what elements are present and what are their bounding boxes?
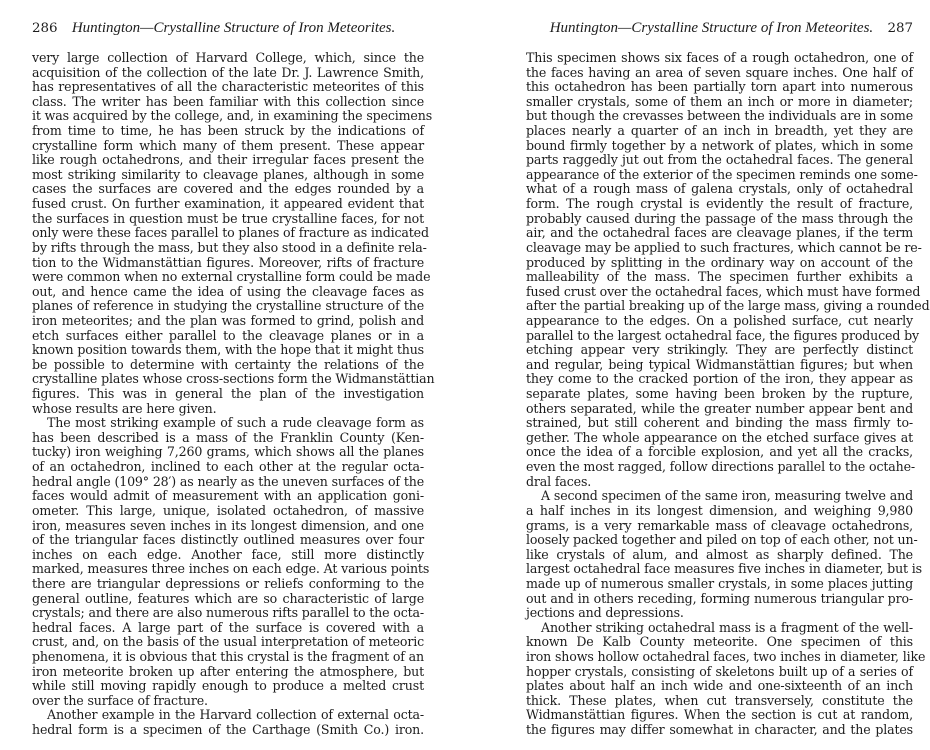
text-line: fused crust. On further examination, it appeared evident that [32, 196, 424, 212]
text-line: has representatives of all the characteristic meteorites of this [32, 79, 424, 95]
text-line: Another example in the Harvard collection of external octa- [47, 707, 424, 723]
text-line: The most striking example of such a rude cleavage form as [47, 415, 424, 431]
text-line: largest octahedral face measures five inches in diameter, but is [526, 561, 922, 577]
text-line: hedral faces. A large part of the surface is covered with a [32, 619, 424, 635]
text-line: bound firmly together by a network of plates, which in some [526, 137, 913, 153]
text-line: has been described is a mass of the Franklin County (Ken- [32, 429, 424, 445]
text-line: very large collection of Harvard College, which, since the [32, 50, 424, 65]
text-line: crystals; and there are also numerous rifts parallel to the octa- [32, 605, 424, 621]
text-line: but though the crevasses between the individuals are in some [526, 108, 914, 124]
text-line: once the idea of a forcible explosion, and yet all the cracks, [526, 444, 913, 460]
running-head: Huntington—Crystalline Structure of Iron Meteorites. [71, 20, 396, 36]
text-line: out and in others receding, forming numerous triangular pro- [526, 590, 913, 606]
running-head: Huntington—Crystalline Structure of Iron Meteorites. [549, 20, 874, 36]
text-line: tucky) iron weighing 7,260 grams, which shows all the planes [32, 444, 424, 460]
text-line: iron meteorites; and the plan was formed to grind, polish and [32, 312, 424, 328]
text-line: form. The rough crystal is evidently the result of fracture, [526, 196, 913, 212]
text-line: inches on each edge. Another face, still more distinctly [32, 546, 424, 562]
page-number: 286 [32, 21, 58, 36]
text-line: cases the surfaces are covered and the edges rounded by a [32, 181, 424, 197]
text-line: after the partial breaking up of the large mass, giving a rounded [526, 298, 930, 314]
text-line: while still moving rapidly enough to produce a melted crust [32, 678, 424, 694]
text-line: class. The writer has been familiar with this collection since [32, 93, 424, 109]
text-line: what of a rough mass of galena crystals, only of octahedral [526, 181, 913, 197]
text-line: others separated, while the greater number appear bent and [526, 400, 913, 416]
left-page-header [32, 20, 424, 38]
text-line: Widmanstättian figures. When the section is cut at random, [526, 707, 913, 723]
text-line: thick. These plates, when cut transversely, constitute the [526, 692, 913, 708]
text-line: figures. This was in general the plan of the investigation [32, 386, 424, 402]
left-page-body [32, 50, 435, 738]
text-line: produced by splitting in the ordinary way on account of the [526, 254, 913, 270]
text-line: etch surfaces either parallel to the cleavage planes or in a [32, 327, 424, 343]
text-line: Another striking octahedral mass is a fragment of the well- [541, 619, 913, 635]
text-line: it was acquired by the college, and, in examining the specimens [32, 108, 433, 124]
text-line: air, and the octahedral faces are cleavage planes, if the term [526, 225, 913, 241]
text-line: fused crust over the octahedral faces, which must have formed [526, 283, 921, 299]
text-line: the figures may differ somewhat in character, and the plates [526, 722, 913, 738]
text-line: only were these faces parallel to planes of fracture as indicated [32, 225, 429, 241]
text-line: A second specimen of the same iron, measuring twelve and [541, 488, 913, 504]
text-line: etching appear very strikingly. They are perfectly distinct [526, 342, 913, 358]
text-line: and regular, being typical Widmanstättian figures; but when [526, 356, 913, 372]
text-line: appearance to the edges. On a polished surface, cut nearly [526, 312, 913, 328]
text-line: they come to the cracked portion of the iron, they appear as [526, 371, 913, 387]
text-line: crystalline plates whose cross-sections form the Widmanstättian [32, 371, 435, 387]
text-line: like crystals of alum, and almost as sharply defined. The [526, 546, 913, 562]
page-number: 287 [887, 21, 913, 36]
text-line: grams, is a very remarkable mass of cleavage octahedrons, [526, 517, 913, 533]
text-line: places nearly a quarter of an inch in breadth, yet they are [526, 123, 913, 139]
text-line: appearance of the exterior of the specimen reminds one some- [526, 166, 918, 182]
text-line: planes of reference in studying the crystalline structure of the [32, 298, 424, 314]
text-line: gether. The whole appearance on the etched surface gives at [526, 429, 913, 445]
text-line: parallel to the largest octahedral face, the figures produced by [526, 327, 919, 343]
text-line: smaller crystals, some of them an inch or more in diameter; [526, 93, 913, 109]
text-line: jections and depressions. [526, 605, 684, 621]
text-line: iron, measures seven inches in its longest dimension, and one [32, 517, 424, 533]
right-page-header [526, 20, 913, 38]
text-line: plates about half an inch wide and one-sixteenth of an inch [526, 678, 913, 694]
text-line: the faces having an area of seven square inches. One half of [526, 64, 913, 80]
text-line: made up of numerous smaller crystals, in some places jutting [526, 575, 913, 591]
text-line: out, and hence came the idea of using the cleavage faces as [32, 283, 424, 299]
text-line: whose results are here given. [32, 400, 217, 416]
text-line: general outline, features which are so characteristic of large [32, 590, 424, 606]
text-line: acquisition of the collection of the late Dr. J. Lawrence Smith, [32, 64, 424, 80]
text-line: crystalline form which many of them present. These appear [32, 137, 424, 153]
text-line: ometer. This large, unique, isolated octahedron, of massive [32, 502, 424, 518]
right-page-body [526, 50, 930, 738]
text-line: loosely packed together and piled on top of each other, not un- [526, 532, 918, 548]
text-line: separate plates, some having been broken by the rupture, [526, 386, 913, 402]
text-line: even the most ragged, follow directions parallel to the octahe- [526, 459, 915, 475]
text-line: hedral form is a specimen of the Carthage (Smith Co.) iron. [32, 722, 424, 738]
text-line: like rough octahedrons, and their irregular faces present the [32, 152, 424, 168]
text-line: faces would admit of measurement with an application goni- [32, 488, 424, 504]
text-line: malleability of the mass. The specimen further exhibits a [526, 269, 913, 285]
text-line: dral faces. [526, 473, 592, 489]
text-line: tion to the Widmanstättian figures. Moreover, rifts of fracture [32, 254, 424, 270]
text-line: phenomena, it is obvious that this crystal is the fragment of an [32, 648, 424, 664]
text-line: marked, measures three inches on each edge. At various points [32, 561, 430, 577]
text-line: known De Kalb County meteorite. One specimen of this [526, 634, 913, 650]
text-line: strained, but still coherent and binding the mass firmly to- [526, 415, 913, 431]
text-line: from time to time, he has been struck by the indications of [32, 123, 424, 139]
text-line: there are triangular depressions or reliefs conforming to the [32, 575, 424, 591]
text-line: over the surface of fracture. [32, 692, 208, 708]
text-line: cleavage may be applied to such fractures, which cannot be re- [526, 239, 922, 255]
text-line: known position towards them, with the hope that it might thus [32, 342, 424, 358]
text-line: hedral angle (109° 28′) as nearly as the uneven surfaces of the [32, 473, 424, 489]
text-line: this octahedron has been partially torn apart into numerous [526, 79, 913, 95]
text-line: probably caused during the passage of the mass through the [526, 210, 913, 226]
text-line: were common when no external crystalline form could be made [32, 269, 431, 285]
text-line: of an octahedron, inclined to each other at the regular octa- [32, 459, 424, 475]
text-line: the surfaces in question must be true crystalline faces, for not [32, 210, 424, 226]
text-line: of the triangular faces distinctly outlined measures over four [32, 532, 424, 548]
text-line: a half inches in its longest dimension, and weighing 9,980 [526, 502, 913, 518]
text-line: iron meteorite broken up after entering the atmosphere, but [32, 663, 424, 679]
text-line: most striking similarity to cleavage planes, although in some [32, 166, 424, 182]
text-line: This specimen shows six faces of a rough octahedron, one of [526, 50, 913, 65]
left-page [32, 0, 435, 750]
text-line: iron shows hollow octahedral faces, two inches in diameter, like [526, 648, 926, 664]
text-line: by rifts through the mass, but they also stood in a definite rela- [32, 239, 427, 255]
text-line: crust, and, on the basis of the usual interpretation of meteoric [32, 634, 424, 650]
text-line: be possible to determine with certainty the relations of the [32, 356, 424, 372]
text-line: hopper crystals, consisting of skeletons built up of a series of [526, 663, 913, 679]
text-line: parts raggedly jut out from the octahedral faces. The general [526, 152, 913, 168]
right-page [526, 0, 930, 750]
